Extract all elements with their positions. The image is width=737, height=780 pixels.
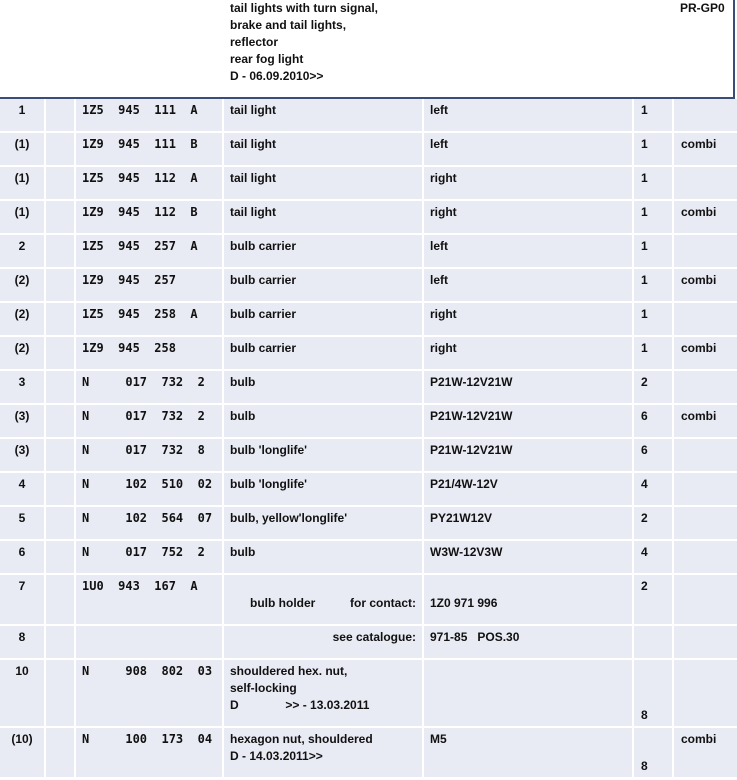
- quantity-cell: 1: [634, 269, 672, 301]
- description-cell: bulb 'longlife': [224, 473, 422, 505]
- note-cell: [674, 575, 737, 624]
- description-cell: bulb, yellow'longlife': [224, 507, 422, 539]
- part-number-cell: 1Z5 945 257 A: [76, 235, 222, 267]
- position-cell: (1): [0, 133, 44, 165]
- blank-cell: [46, 371, 74, 403]
- description-cell: [224, 575, 422, 624]
- table-row[interactable]: [0, 235, 737, 267]
- position-cell: 6: [0, 541, 44, 573]
- position-cell: 8: [0, 626, 44, 658]
- blank-cell: [46, 269, 74, 301]
- blank-cell: [46, 439, 74, 471]
- table-row[interactable]: [0, 303, 737, 335]
- description-cell: [224, 626, 422, 658]
- description-cell: bulb carrier: [224, 235, 422, 267]
- table-row[interactable]: [0, 405, 737, 437]
- note-cell: combi: [674, 405, 737, 437]
- blank-cell: [46, 728, 74, 777]
- description-cell: bulb carrier: [224, 303, 422, 335]
- part-number-cell: N 102 564 07: [76, 507, 222, 539]
- blank-cell: [46, 660, 74, 726]
- blank-cell: [46, 507, 74, 539]
- part-number-cell: 1U0 943 167 A: [76, 575, 222, 624]
- description-cell: shouldered hex. nut, self-locking D >> - 13.03.2011: [224, 660, 422, 726]
- table-row[interactable]: [0, 99, 737, 131]
- group-header: [0, 0, 735, 99]
- description-text: bulb holder: [250, 596, 316, 610]
- table-row[interactable]: [0, 660, 737, 726]
- blank-cell: [46, 405, 74, 437]
- blank-cell: [46, 541, 74, 573]
- part-number-cell: N 017 732 2: [76, 405, 222, 437]
- note-cell: combi: [674, 201, 737, 233]
- description-cell: tail light: [224, 201, 422, 233]
- position-cell: (2): [0, 337, 44, 369]
- part-number-cell: 1Z5 945 111 A: [76, 99, 222, 131]
- part-number-cell: N 100 173 04: [76, 728, 222, 777]
- quantity-cell: 1: [634, 201, 672, 233]
- quantity-value: 8: [641, 708, 648, 722]
- part-number-cell: 1Z9 945 258: [76, 337, 222, 369]
- quantity-cell: 2: [634, 371, 672, 403]
- table-row[interactable]: [0, 439, 737, 471]
- part-number-cell: N 908 802 03: [76, 660, 222, 726]
- info-cell: left: [424, 235, 632, 267]
- position-cell: (1): [0, 167, 44, 199]
- info-cell: M5: [424, 728, 632, 777]
- info-cell: right: [424, 167, 632, 199]
- part-number-cell: 1Z9 945 112 B: [76, 201, 222, 233]
- quantity-cell: 1: [634, 303, 672, 335]
- part-number-cell: 1Z5 945 258 A: [76, 303, 222, 335]
- note-cell: [674, 660, 737, 726]
- group-description: tail lights with turn signal, brake and tail lights, reflector rear fog light D - 06.09.2010>>: [230, 1, 379, 83]
- blank-cell: [46, 303, 74, 335]
- table-row[interactable]: [0, 473, 737, 505]
- note-cell: [674, 439, 737, 471]
- part-number-cell: N 017 732 8: [76, 439, 222, 471]
- description-cell: bulb: [224, 541, 422, 573]
- note-cell: [674, 626, 737, 658]
- description-cell: tail light: [224, 99, 422, 131]
- part-number-cell: 1Z9 945 257: [76, 269, 222, 301]
- position-cell: (2): [0, 303, 44, 335]
- quantity-cell: 2: [634, 575, 672, 624]
- note-cell: [674, 167, 737, 199]
- quantity-cell: 1: [634, 235, 672, 267]
- quantity-cell: 1: [634, 99, 672, 131]
- quantity-cell: 6: [634, 439, 672, 471]
- position-cell: 2: [0, 235, 44, 267]
- info-cell: right: [424, 303, 632, 335]
- blank-cell: [46, 575, 74, 624]
- see-catalogue-label: see catalogue:: [332, 630, 416, 644]
- table-row[interactable]: [0, 269, 737, 301]
- info-cell: P21W-12V21W: [424, 405, 632, 437]
- description-cell: hexagon nut, shouldered D - 14.03.2011>>: [224, 728, 422, 777]
- quantity-cell: 1: [634, 133, 672, 165]
- position-cell: 10: [0, 660, 44, 726]
- description-cell: bulb: [224, 405, 422, 437]
- note-cell: combi: [674, 337, 737, 369]
- position-cell: (1): [0, 201, 44, 233]
- note-cell: combi: [674, 269, 737, 301]
- quantity-cell: 4: [634, 541, 672, 573]
- info-cell: right: [424, 201, 632, 233]
- table-row[interactable]: [0, 507, 737, 539]
- note-cell: [674, 507, 737, 539]
- position-cell: (3): [0, 405, 44, 437]
- table-row[interactable]: [0, 541, 737, 573]
- part-number-cell: N 017 752 2: [76, 541, 222, 573]
- position-cell: (3): [0, 439, 44, 471]
- quantity-cell: 4: [634, 473, 672, 505]
- table-row[interactable]: [0, 371, 737, 403]
- quantity-cell: [634, 626, 672, 658]
- blank-cell: [46, 235, 74, 267]
- info-cell: left: [424, 99, 632, 131]
- blank-cell: [46, 99, 74, 131]
- description-cell: bulb: [224, 371, 422, 403]
- note-cell: [674, 99, 737, 131]
- for-contact-label: for contact:: [350, 596, 416, 610]
- group-code: PR-GP0: [680, 1, 725, 15]
- blank-cell: [46, 133, 74, 165]
- position-cell: 7: [0, 575, 44, 624]
- note-cell: [674, 541, 737, 573]
- info-cell: [424, 660, 632, 726]
- table-row[interactable]: [0, 626, 737, 658]
- table-row[interactable]: [0, 133, 737, 165]
- info-cell: PY21W12V: [424, 507, 632, 539]
- note-cell: combi: [674, 728, 737, 777]
- description-cell: bulb 'longlife': [224, 439, 422, 471]
- blank-cell: [46, 167, 74, 199]
- part-number-cell: 1Z9 945 111 B: [76, 133, 222, 165]
- position-cell: 5: [0, 507, 44, 539]
- quantity-cell: 1: [634, 167, 672, 199]
- description-cell: bulb carrier: [224, 337, 422, 369]
- quantity-value: 8: [641, 759, 648, 773]
- contact-part-number: 1Z0 971 996: [430, 596, 498, 610]
- blank-cell: [46, 201, 74, 233]
- info-cell: left: [424, 133, 632, 165]
- part-number-cell: N 102 510 02: [76, 473, 222, 505]
- info-cell: W3W-12V3W: [424, 541, 632, 573]
- quantity-cell: 6: [634, 405, 672, 437]
- table-row[interactable]: [0, 201, 737, 233]
- quantity-cell: [634, 728, 672, 777]
- info-cell: 971-85 POS.30: [424, 626, 632, 658]
- info-cell: right: [424, 337, 632, 369]
- position-cell: (10): [0, 728, 44, 777]
- position-cell: 4: [0, 473, 44, 505]
- table-row[interactable]: [0, 167, 737, 199]
- quantity-cell: 2: [634, 507, 672, 539]
- description-cell: bulb carrier: [224, 269, 422, 301]
- quantity-cell: 1: [634, 337, 672, 369]
- position-cell: 3: [0, 371, 44, 403]
- note-cell: [674, 473, 737, 505]
- description-cell: tail light: [224, 167, 422, 199]
- info-cell: left: [424, 269, 632, 301]
- position-cell: (2): [0, 269, 44, 301]
- parts-table: [0, 99, 737, 779]
- info-cell: P21/4W-12V: [424, 473, 632, 505]
- table-row[interactable]: [0, 728, 737, 777]
- part-number-cell: 1Z5 945 112 A: [76, 167, 222, 199]
- table-row[interactable]: [0, 575, 737, 624]
- info-cell: P21W-12V21W: [424, 439, 632, 471]
- note-cell: [674, 303, 737, 335]
- note-cell: [674, 235, 737, 267]
- info-cell: [424, 575, 632, 624]
- blank-cell: [46, 473, 74, 505]
- info-cell: P21W-12V21W: [424, 371, 632, 403]
- part-number-cell: N 017 732 2: [76, 371, 222, 403]
- position-cell: 1: [0, 99, 44, 131]
- note-cell: [674, 371, 737, 403]
- note-cell: combi: [674, 133, 737, 165]
- part-number-cell: [76, 626, 222, 658]
- blank-cell: [46, 337, 74, 369]
- quantity-cell: [634, 660, 672, 726]
- blank-cell: [46, 626, 74, 658]
- table-row[interactable]: [0, 337, 737, 369]
- description-cell: tail light: [224, 133, 422, 165]
